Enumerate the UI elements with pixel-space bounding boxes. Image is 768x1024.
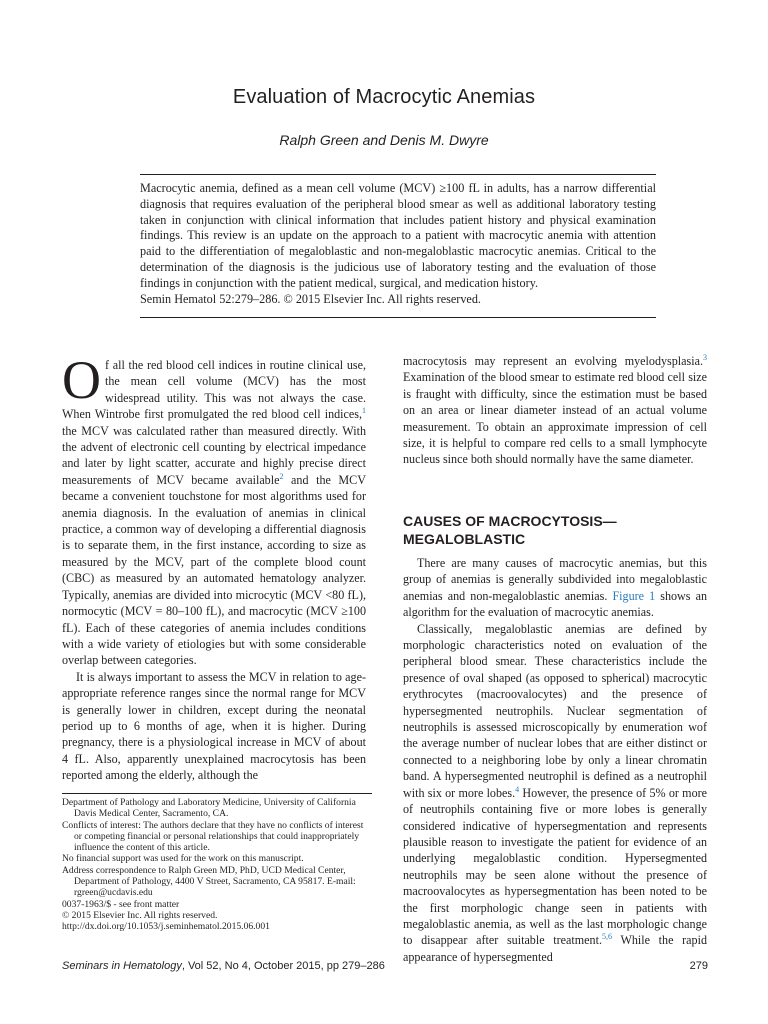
section-paragraph-1 [403, 555, 707, 621]
reference-link-4[interactable]: 4 [515, 784, 520, 794]
section-text-a: There are many causes of macrocytic anemias, but this group of anemias is generally subdivided into megaloblastic anemias and non-megaloblastic anemias. [403, 556, 707, 603]
page-footer [62, 960, 708, 972]
reference-link-1[interactable]: 1 [362, 406, 366, 416]
journal-name: Seminars in Hematology [62, 960, 182, 972]
drop-cap: O [62, 350, 101, 410]
footnote-copyright: © 2015 Elsevier Inc. All rights reserved. [62, 909, 218, 921]
abstract-top-rule [140, 174, 656, 175]
section-paragraph-2 [403, 621, 707, 966]
footnote-rule [62, 793, 372, 794]
footnote-correspondence: Address correspondence to Ralph Green MD, PhD, UCD Medical Center, Department of Pathology, 4400 V Street, Sacramento, CA 95817. E-mail: rgreen@ucdavis.edu [62, 864, 356, 899]
right-column-top [403, 353, 707, 468]
journal-details: , Vol 52, No 4, October 2015, pp 279–286 [181, 960, 385, 972]
section-text-e: While the rapid appearance of hypersegmented [403, 933, 707, 964]
article-authors: Ralph Green and Denis M. Dwyre [279, 132, 489, 148]
figure-1-link[interactable]: Figure 1 [612, 588, 656, 603]
abstract [140, 181, 656, 307]
page-number: 279 [689, 960, 708, 972]
footnote-issn: 0037-1963/$ - see front matter [62, 898, 180, 910]
article-title: Evaluation of Macrocytic Anemias [232, 86, 536, 108]
footnote-doi-link[interactable]: http://dx.doi.org/10.1053/j.seminhematol.2015.06.001 [62, 921, 270, 933]
abstract-text: Macrocytic anemia, defined as a mean cell volume (MCV) ≥100 fL in adults, has a narrow differential diagnosis that requires evaluation of the peripheral blood smear as well as additional laboratory testing taken in conjunction with clinical information that includes patient history and physical examination findings. This review is an update on the approach to a patient with macrocytic anemia with attention paid to the differentiation of megaloblastic and non-megaloblastic macrocytic anemias. Critical to the determination of the diagnosis is the judicious use of laboratory testing and the evaluation of those findings in conjunction with the patient medical, surgical, and medication history. [140, 181, 656, 290]
reference-link-5-6[interactable]: 5,6 [601, 932, 612, 942]
abstract-bottom-rule [140, 317, 656, 318]
intro-text-c: and the MCV became a convenient touchstone for most algorithms used for anemia diagnosis. In the evaluation of anemias in clinical practice, a common way of developing a differential diagnosis is to separate them, in the first instance, according to size as measured by the MCV, part of the complete blood count (CBC) as measured by an automated hematology analyzer. Typically, anemias are divided into microcytic (MCV <80 fL), normocytic (MCV = 80–100 fL), and macrocytic (MCV ≥100 fL). Each of these categories of anemia includes conditions with a wide variety of etiologies but with some considerable overlap between categories. [62, 472, 366, 668]
abstract-citation: Semin Hematol 52:279–286. © 2015 Elsevier Inc. All rights reserved. [140, 291, 481, 306]
footnote-funding: No financial support was used for the work on this manuscript. [62, 853, 304, 865]
intro-text-a: f all the red blood cell indices in routine clinical use, the mean cell volume (MCV) has the most widespread utility. This was not always the case. When Wintrobe first promulgated the red blood cell indices, [62, 358, 366, 422]
reference-link-2[interactable]: 2 [279, 471, 284, 481]
left-column [62, 350, 366, 784]
section-text-b: shows an algorithm for the evaluation of macrocytic anemias. [403, 588, 707, 620]
right-text-a: macrocytosis may represent an evolving myelodysplasia. [403, 354, 703, 368]
intro-text-b: the MCV was calculated rather than measured directly. With the advent of electronic cell counting by electrical impedance and later by light scatter, accurate and highly precise direct measurements of MCV became available [62, 423, 366, 487]
right-column-section [403, 555, 707, 965]
section-text-d: However, the presence of 5% or more of neutrophils containing five or more lobes is generally considered indicative of hypersegmentation and represents plausible reason to investigate the patient for evidence of an underlying megaloblastic condition. Hypersegmented neutrophils may be seen alone without the presence of macroovalocytes as hypersegmentation has been noted to be the first morphologic change seen in patients with megaloblastic anemia, as well as the last morphologic change to disappear after suitable treatment. [403, 785, 708, 948]
footnote-affiliation: Department of Pathology and Laboratory Medicine, University of California Davis Medical Center, Sacramento, CA. [62, 797, 356, 820]
intro-paragraph-1 [62, 350, 366, 669]
right-text-b: Examination of the blood smear to estimate red blood cell size is fraught with difficulty, since the estimation must be based on an area or linear diameter instead of an actual volume measurement. To obtain an approximate impression of cell size, it is helpful to compare red cells to a small lymphocyte nucleus since both should normally have the same diameter. [403, 370, 707, 467]
intro-paragraph-2: It is always important to assess the MCV in relation to age-appropriate reference ranges since the normal range for MCV is generally lower in children, except during the neonatal period up to 6 months of age, when it is higher. During pregnancy, there is a physiological increase in MCV of about 4 fL. Also, apparently unexplained macrocytosis has been reported among the elderly, although the [62, 669, 366, 783]
right-paragraph-1 [403, 353, 707, 468]
section-text-c: Classically, megaloblastic anemias are defined by morphologic characteristics noted on evaluation of the peripheral blood smear. These characteristics include the presence of oval shaped (as opposed to spherical) macrocytic erythrocytes (macroovalocytes) and the presence of hypersegmented neutrophils. Nuclear segmentation of neutrophils is assessed microscopically by enumeration wof the average number of nuclear lobes that are either distinct or connected to a neighboring lobe by only a linear chromatin band. A hypersegmented neutrophil is defined as a neutrophil with six or more lobes. [403, 621, 707, 800]
footnote-conflicts: Conflicts of interest: The authors declare that they have no conflicts of interest or competing financial or personal relationships that could inappropriately influence the content of this article. [62, 819, 364, 854]
section-heading: CAUSES OF MACROCYTOSIS—MEGALOBLASTIC [403, 513, 617, 547]
reference-link-3[interactable]: 3 [703, 352, 707, 362]
footnotes [62, 797, 372, 933]
